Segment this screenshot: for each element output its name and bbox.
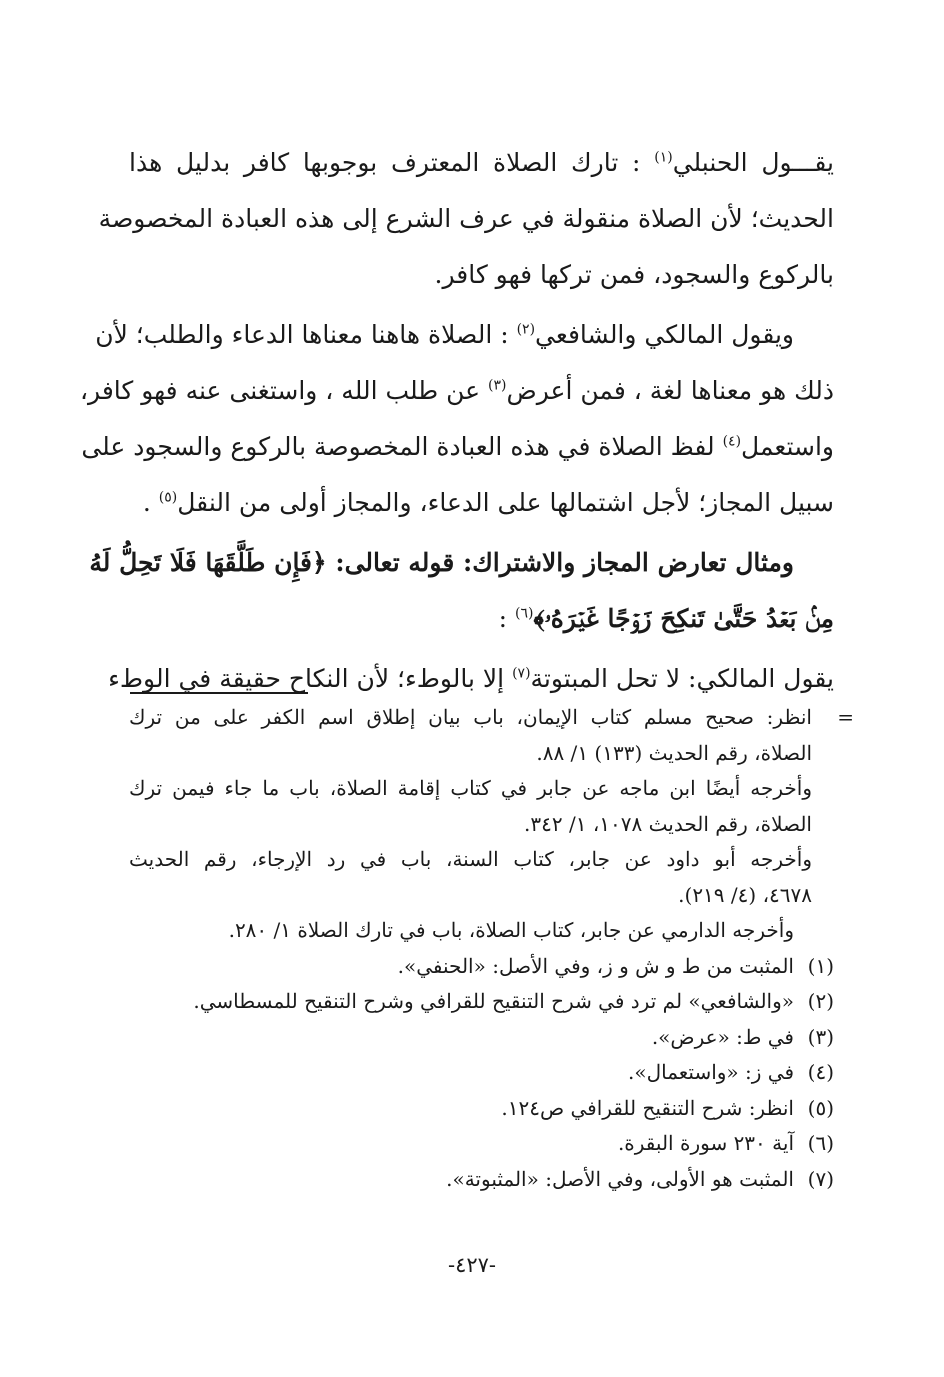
text-line: ذلك هو معناها لغة ، فمن أعرض$^{(٣)}$ عن طلب الله ، واستغنى عنه فهو كافر، <box>79 376 834 405</box>
quran-verse: مِنۢ بَعۡدُ حَتَّىٰ تَنكِحَ زَوۡجًا غَيۡرَهُۥ﴾ <box>533 604 834 633</box>
footnote-number: (٦) <box>807 1131 834 1155</box>
text-line: يقول المالكي: لا تحل المبتوتة$^{(٧)}$ إلا بالوطء؛ لأن النكاح حقيقة في الوطء <box>108 664 834 693</box>
paragraph-maliki-shafii <box>79 307 834 531</box>
footnote-item: (٢)«والشافعي» لم ترد في شرح التنقيح للقرافي وشرح التنقيح للمسطاسي. <box>129 984 834 1020</box>
footnote-ref-3: (٣) <box>488 377 507 394</box>
footnote-ref-5: (٥) <box>158 489 178 506</box>
paragraph-example <box>89 535 834 647</box>
footnote-number: (٣) <box>807 1024 834 1049</box>
footnote-line: انظر: صحيح مسلم كتاب الإيمان، باب بيان إطلاق اسم الكفر على من ترك <box>129 705 812 729</box>
footnote-line: ٤٦٧٨، (٤/ ٢١٩). <box>678 882 812 907</box>
footnote-number: (٧) <box>807 1166 834 1191</box>
text-line: ومثال تعارض المجاز والاشتراك: قوله تعالى: ﴿فَإِن طَلَّقَهَا فَلَا تَحِلُّ لَهُ <box>89 548 794 577</box>
footnote-line: الصلاة، رقم الحديث (١٣٣) ١/ ٨٨. <box>536 740 812 765</box>
text-line: واستعمل$^{(٤)}$ لفظ الصلاة في هذه العبادة المخصوصة بالركوع والسجود على <box>81 432 834 461</box>
footnote-item: (٤)في ز: «واستعمال». <box>129 1055 834 1091</box>
footnote-item: (٣)في ط: «عرض». <box>129 1020 834 1056</box>
text-line: الحديث؛ لأن الصلاة منقولة في عرف الشرع إلى هذه العبادة المخصوصة <box>98 204 834 233</box>
footnote-ref-4: (٤) <box>722 433 742 450</box>
footnote-item: (٦)آية ٢٣٠ سورة البقرة. <box>129 1126 834 1162</box>
footnote-separator <box>130 692 308 694</box>
paragraph-hanbali <box>98 135 834 303</box>
paragraph-maliki-mabtuta <box>108 651 834 707</box>
footnote-line: وأخرجه أبو داود عن جابر، كتاب السنة، باب في رد الإرجاء، رقم الحديث <box>129 847 812 871</box>
footnote-list <box>129 949 834 1198</box>
text-line: يقـــول الحنبلي$^{(١)}$ : تارك الصلاة المعترف بوجوبها كافر بدليل هذا <box>129 148 834 177</box>
footnote-number: (٢) <box>807 989 834 1013</box>
text-line: ويقول المالكي والشافعي$^{(٢)}$ : الصلاة هاهنا معناها الدعاء والطلب؛ لأن <box>95 320 794 349</box>
footnote-line: وأخرجه الدارمي عن جابر، كتاب الصلاة، باب في تارك الصلاة ١/ ٢٨٠. <box>228 918 794 942</box>
footnote-line: وأخرجه أيضًا ابن ماجه عن جابر في كتاب إقامة الصلاة، باب ما جاء فيمن ترك <box>129 776 812 800</box>
footnote-number: (٥) <box>807 1095 834 1120</box>
text-line: مِنۢ بَعۡدُ حَتَّىٰ تَنكِحَ زَوۡجًا غَيۡرَهُۥ﴾$^{(٦)}$ : <box>498 604 834 633</box>
footnote-line: الصلاة، رقم الحديث ١٠٧٨، ١/ ٣٤٢. <box>524 811 812 836</box>
footnote-number: (١) <box>807 953 834 978</box>
footnote-ref-2: (٢) <box>516 321 536 338</box>
main-text <box>79 135 834 711</box>
footnotes <box>129 700 854 1197</box>
continuation-marker: = <box>837 705 854 729</box>
footnote-item: (١)المثبت من ط و ش و ز، وفي الأصل: «الحنفي». <box>129 949 834 985</box>
text-line: بالركوع والسجود، فمن تركها فهو كافر. <box>434 260 834 289</box>
footnote-item: (٥)انظر: شرح التنقيح للقرافي ص١٢٤. <box>129 1091 834 1127</box>
footnote-item: (٧)المثبت هو الأولى، وفي الأصل: «المثبوتة». <box>129 1162 834 1198</box>
text-line: سبيل المجاز؛ لأجل اشتمالها على الدعاء، والمجاز أولى من النقل$^{(٥)}$ . <box>142 488 834 517</box>
footnote-number: (٤) <box>807 1060 834 1084</box>
footnote-ref-7: (٧) <box>512 665 531 682</box>
footnote-ref-1: (١) <box>654 149 673 166</box>
page-number: -٤٢٧- <box>447 1253 497 1277</box>
footnote-continuation <box>129 700 854 949</box>
footnote-ref-6: (٦) <box>515 605 534 622</box>
